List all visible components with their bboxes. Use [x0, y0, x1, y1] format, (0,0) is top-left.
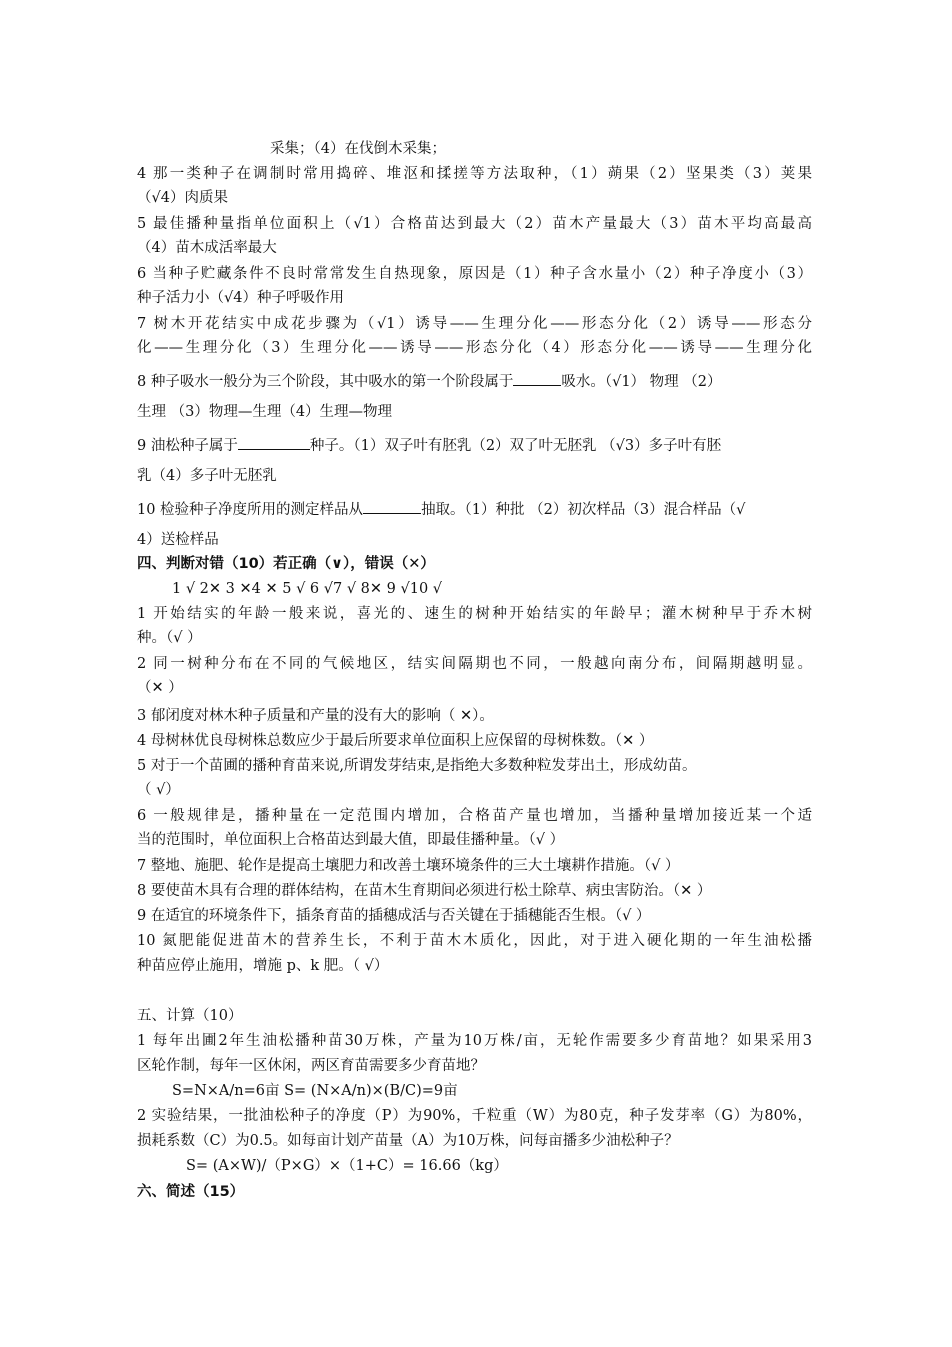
calc-1-line-2: 区轮作制，每年一区休闲，两区育苗需要多少育苗地？ [137, 1058, 485, 1074]
answer-blank [513, 370, 561, 386]
question-7-option: 化——生理分化（3）生理分化——诱导——形态分化（4）形态分化——诱导——生理分化 [137, 340, 812, 356]
question-9-option: 乳（4）多子叶无胚乳 [137, 468, 277, 484]
question-9-line [137, 434, 812, 456]
calc-2-line-2: 损耗系数（C）为0.5。如每亩计划产苗量（A）为10万株，问每亩播多少油松种子？ [137, 1133, 679, 1149]
judge-1-line: 1 开始结实的年龄一般来说，喜光的、速生的树种开始结实的年龄早；灌木树种早于乔木树 [137, 606, 812, 622]
text-line: 采集；（4）在伐倒木采集； [270, 141, 446, 157]
judge-5-line: 5 对于一个苗圃的播种育苗来说,所谓发芽结束,是指绝大多数种粒发芽出土，形成幼苗。 [137, 758, 697, 774]
calc-1-solution: S=N×A/n=6亩 S= (N×A/n)×(B/C)=9亩 [172, 1083, 458, 1099]
question-5-line: 5 最佳播种量指单位面积上（√1）合格苗达到最大（2）苗木产量最大（3）苗木平均高最高 [137, 216, 812, 232]
question-10-line [137, 498, 812, 520]
question-8-options: 吸水。（√1） 物理 （2） [561, 374, 722, 390]
judge-7-line: 7 整地、施肥、轮作是提高土壤肥力和改善土壤环境条件的三大土壤耕作措施。（√ ） [137, 858, 680, 874]
judge-6-answer: 当的范围时，单位面积上合格苗达到最大值，即最佳播种量。（√ ） [137, 832, 565, 848]
judge-3-line: 3 郁闭度对林木种子质量和产量的没有大的影响（ ✕）。 [137, 708, 494, 724]
judge-9-line: 9 在适宜的环境条件下，插条育苗的插穗成活与否关键在于插穗能否生根。（√ ） [137, 908, 651, 924]
judge-8-line: 8 要使苗木具有合理的群体结构，在苗木生育期间必须进行松土除草、病虫害防治。（✕ ） [137, 883, 712, 899]
question-6-option: 种子活力小（√4）种子呼吸作用 [137, 290, 344, 306]
section-4-heading: 四、判断对错（10）若正确（∨），错误（✕） [137, 556, 435, 572]
judge-1-answer: 种。（√ ） [137, 630, 202, 646]
judge-4-line: 4 母树林优良母树株总数应少于最后所要求单位面积上应保留的母树株数。（✕ ） [137, 733, 654, 749]
answer-key: 1 √ 2✕ 3 ✕4 ✕ 5 √ 6 √7 √ 8✕ 9 √10 √ [172, 581, 443, 597]
calc-2-solution: S= (A×W)/（P×G）×（1+C）= 16.66（kg） [186, 1158, 508, 1174]
judge-5-answer: （ √） [137, 782, 180, 798]
answer-blank [238, 434, 310, 450]
question-5-option: （4）苗木成活率最大 [137, 240, 277, 256]
judge-2-answer: （✕ ） [137, 680, 183, 696]
question-9-options: 种子。（1）双子叶有胚乳（2）双了叶无胚乳 （√3）多子叶有胚 [309, 438, 722, 454]
calc-1-line: 1 每年出圃2年生油松播种苗30万株，产量为10万株/亩，无轮作需要多少育苗地？如果采用3 [137, 1033, 812, 1049]
judge-10-answer: 种苗应停止施用，增施 p、k 肥。（ √） [137, 958, 389, 974]
question-8-option: 生理 （3）物理—生理（4）生理—物理 [137, 404, 393, 420]
section-5-heading: 五、计算（10） [137, 1008, 243, 1024]
question-4-line: 4 那一类种子在调制时常用捣碎、堆沤和揉搓等方法取种，（1）蒴果（2）坚果类（3）荚果 [137, 166, 812, 182]
calc-2-line: 2 实验结果，一批油松种子的净度（P）为90%，千粒重（W）为80克，种子发芽率（G）为80%， [137, 1108, 812, 1124]
question-8-stem: 8 种子吸水一般分为三个阶段，其中吸水的第一个阶段属于 [137, 374, 514, 390]
section-6-heading: 六、简述（15） [137, 1184, 245, 1200]
judge-10-line: 10 氮肥能促进苗木的营养生长，不利于苗木木质化，因此，对于进入硬化期的一年生油松播 [137, 933, 812, 949]
question-4-option: （√4）肉质果 [137, 190, 228, 206]
judge-6-line: 6 一般规律是，播种量在一定范围内增加，合格苗产量也增加，当播种量增加接近某一个适 [137, 808, 812, 824]
question-6-line: 6 当种子贮藏条件不良时常常发生自热现象，原因是（1）种子含水量小（2）种子净度小（3） [137, 266, 812, 282]
question-8-line [137, 370, 812, 392]
answer-blank [363, 498, 421, 514]
question-10-option: 4）送检样品 [137, 532, 219, 548]
question-10-options: 抽取。（1）种批 （2）初次样品（3）混合样品（√ [421, 502, 746, 518]
question-10-stem: 10 检验种子净度所用的测定样品从 [137, 502, 364, 518]
question-7-line: 7 树木开花结实中成花步骤为（√1）诱导——生理分化——形态分化（2）诱导——形态分 [137, 316, 812, 332]
judge-2-line: 2 同一树种分布在不同的气候地区，结实间隔期也不同，一般越向南分布，间隔期越明显。 [137, 656, 812, 672]
question-9-stem: 9 油松种子属于 [137, 438, 238, 454]
